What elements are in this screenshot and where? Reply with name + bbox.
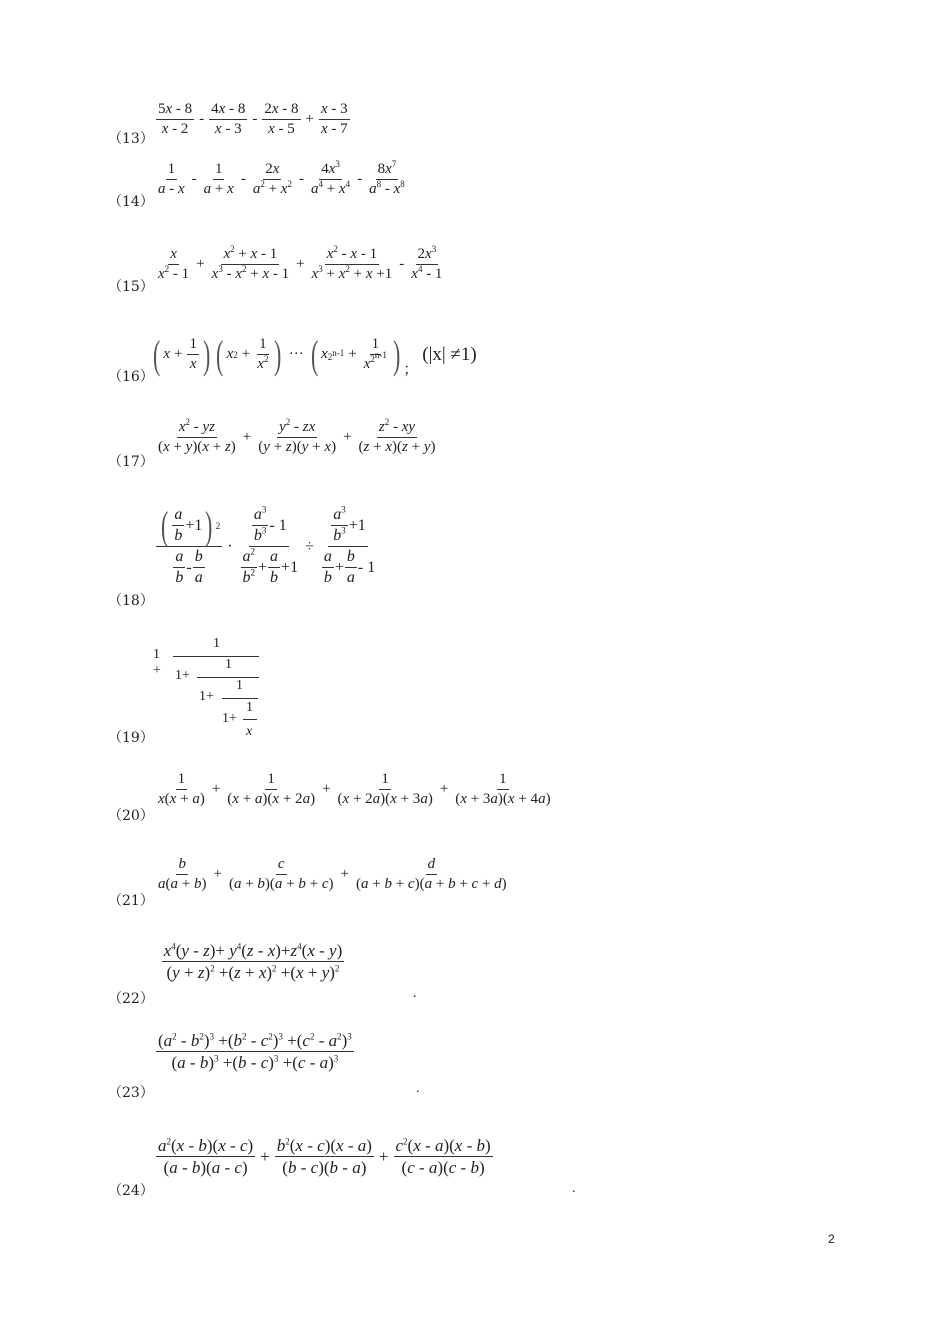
problem-14-label: （14）: [108, 194, 154, 210]
problem-23-expression: $(a^2 - b^2)^3 +(b^2 - c^2)^3 +(c^2 - a^2)^3$ (a - b)$^3$ +(b - c)$^3$ +(c - a)$^3$: [158, 1031, 352, 1073]
condition: (|x| ≠1): [422, 343, 477, 365]
problem-19-label: （19）: [108, 730, 154, 746]
period: .: [413, 986, 417, 1001]
problem-18-label: （18）: [108, 593, 154, 609]
problem-13-label: （13）: [108, 131, 154, 147]
semicolon: ；: [403, 362, 419, 378]
period: .: [572, 1181, 576, 1196]
problem-13-expression: 5x - 8 x - 2 - 4x - 8 x - 3 - 2x - 8 x - 5 + $\frac{x - 3}{x - 7}$: [158, 101, 348, 137]
problem-17-expression: $x^2$ - yz (x + y)(x + z) + $\frac{y^2 - zx}{(y + z)(y + x)}$ + $\frac{z^2 - xy}{(z + x)(z + y)}$: [158, 417, 436, 455]
period: .: [416, 1081, 420, 1096]
problem-15-label: （15）: [108, 279, 154, 295]
problem-14-expression: 1 a - x - 1 a + x - 2x $a^2 + x^2$ - $4x^3$ $a^4 + x^4$ - $8x^7$ $a^8 - x^8$: [158, 159, 405, 197]
problem-22-label: （22）: [108, 991, 154, 1007]
problem-21-expression: b a(a + b) + $\frac{c}{(a + b)(a + b + c)}$ + $\frac{d}{(a + b + c)(a + b + c + d)}$: [158, 856, 507, 892]
problem-15-expression: x $x^2 - 1$ + $\frac{x^2 + x - 1}{x^3 - x^2 + x - 1}$ + $\frac{x^2 - x - 1}{x^3 + x^2 + x +1}$ - $2x^3$ $x^4 - 1$: [158, 244, 443, 282]
problem-24-expression: $a^2(x - b)(x - c)$ (a - b)(a - c) + $\frac{b^2(x - c)(x - a)}{(b - c)(b - a)}$ + $\frac{c^2(x - a)(x - b)}{(c - a)(c - b)}$: [158, 1136, 491, 1178]
problem-20-label: （20）: [108, 808, 154, 824]
problem-16-label: （16）: [108, 369, 154, 385]
problem-21-label: （21）: [108, 893, 154, 909]
problem-20-expression: 1 x(x + a) + $\frac{1}{(x + a)(x + 2a)}$ + $\frac{1}{(x + 2a)(x + 3a)}$ + $\frac{1}{(x + 3a)(x + 4a)}$: [158, 771, 551, 807]
problem-24-label: （24）: [108, 1183, 154, 1199]
problem-16-expression: ( x + $\frac{1}{x}$ ) ( x 2 + $\frac{1}{x^2}$ ) ··· ( x 2$^{n-1}$ + $\frac{1}{x^{2^{n-1}}}$ ) ； (|x| ≠1): [152, 331, 477, 378]
problem-17-label: （17）: [108, 454, 154, 470]
problem-18-expression: ( a b +1 ) 2 a b - b a · $a^3$ $b^3$ - 1 $a^2$ $b^2$ + a b +1 ÷ $a^3$ $b^3$ +1 a b + b a - 1: [155, 505, 378, 588]
problem-23-label: （23）: [108, 1085, 154, 1101]
page-number: 2: [828, 1232, 835, 1246]
problem-22-expression: $x^4(y - z)+ y^4(z - x)+z^4(x - y)$ $(y + z)^2 +(z + x)^2 +(x + y)^2$: [158, 941, 343, 983]
